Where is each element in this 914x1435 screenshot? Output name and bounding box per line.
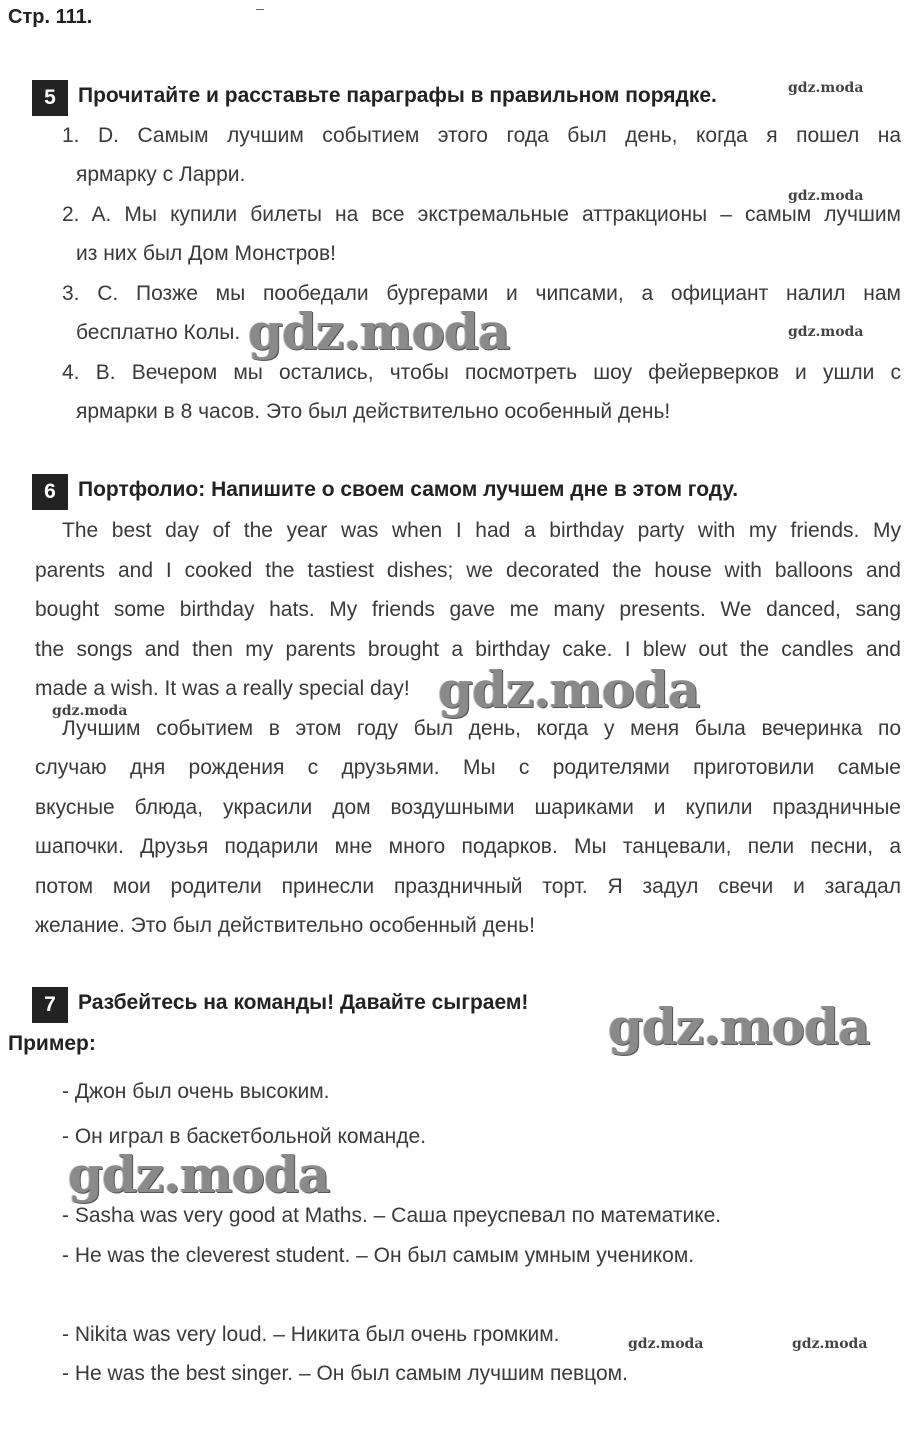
exercise-7-number: 7 [32,987,68,1023]
ex7-item-1: - Джон был очень высоким. [62,1080,330,1103]
ex7-item-2: - Он играл в баскетбольной команде. [62,1125,427,1148]
watermark-small: gdz.moda [788,80,864,96]
ex6-ru-line-5: потом мои родители принесли праздничный торт. Я задул свечи и загадал [35,875,901,898]
exercise-7-title: Разбейтесь на команды! Давайте сыграем! [78,991,529,1014]
ex7-item-4: - He was the cleverest student. – Он был самым умным учеником. [62,1244,695,1267]
ex6-en-line-1: The best day of the year was when I had a birthday party with my friends. My [62,519,901,542]
ex7-item-3: - Sasha was very good at Maths. – Саша преуспевал по математике. [62,1204,722,1227]
ex5-line-3: 2. A. Мы купили билеты на все экстремальные аттракционы – самым лучшим [62,203,901,226]
exercise-6-title: Портфолио: Напишите о своем самом лучшем дне в этом году. [78,478,739,501]
ex6-ru-line-2: случаю дня рождения с друзьями. Мы с родителями приготовили самые [35,756,901,779]
ex6-ru-line-3: вкусные блюда, украсили дом воздушными шариками и купили праздничные [35,796,901,819]
ex6-ru-line-1: Лучшим событием в этом году был день, когда у меня была вечеринка по [62,717,901,740]
ex5-line-1: 1. D. Самым лучшим событием этого года был день, когда я пошел на [62,124,901,147]
watermark-large: gdz.moda [248,302,510,361]
watermark-small: gdz.moda [788,324,864,340]
ex6-en-line-5: made a wish. It was a really special day! [35,677,410,700]
ex5-line-5: 3. C. Позже мы пообедали бургерами и чипсами, а официант налил нам [62,282,901,305]
watermark-large: gdz.moda [608,997,870,1056]
ex5-line-2: ярмарку с Ларри. [76,163,246,186]
ex6-ru-line-6: желание. Это был действительно особенный день! [35,914,535,937]
dash-mark: – [256,0,264,16]
ex5-line-4: из них был Дом Монстров! [76,242,336,265]
ex7-item-5: - Nikita was very loud. – Никита был очень громким. [62,1323,560,1346]
exercise-5-title: Прочитайте и расставьте параграфы в правильном порядке. [78,84,717,107]
example-label: Пример: [8,1032,96,1055]
watermark-large: gdz.moda [438,660,700,719]
watermark-large: gdz.moda [68,1145,330,1204]
ex7-item-6: - He was the best singer. – Он был самым лучшим певцом. [62,1362,628,1385]
ex5-line-7: 4. B. Вечером мы остались, чтобы посмотреть шоу фейерверков и ушли с [62,361,901,384]
ex6-en-line-4: the songs and then my parents brought a birthday cake. I blew out the candles and [35,638,901,661]
ex6-en-line-3: bought some birthday hats. My friends gave me many presents. We danced, sang [35,598,901,621]
page-number: Стр. 111. [8,6,93,28]
watermark-small: gdz.moda [52,703,128,719]
ex6-en-line-2: parents and I cooked the tastiest dishes; we decorated the house with balloons and [35,559,901,582]
ex5-line-6: бесплатно Колы. [76,321,241,344]
exercise-6-number: 6 [32,474,68,510]
exercise-5-number: 5 [32,80,68,116]
watermark-small: gdz.moda [788,188,864,204]
watermark-small: gdz.moda [628,1336,704,1352]
ex5-line-8: ярмарки в 8 часов. Это был действительно особенный день! [76,400,671,423]
watermark-small: gdz.moda [792,1336,868,1352]
ex6-ru-line-4: шапочки. Друзья подарили мне много подарков. Мы танцевали, пели песни, а [35,835,901,858]
